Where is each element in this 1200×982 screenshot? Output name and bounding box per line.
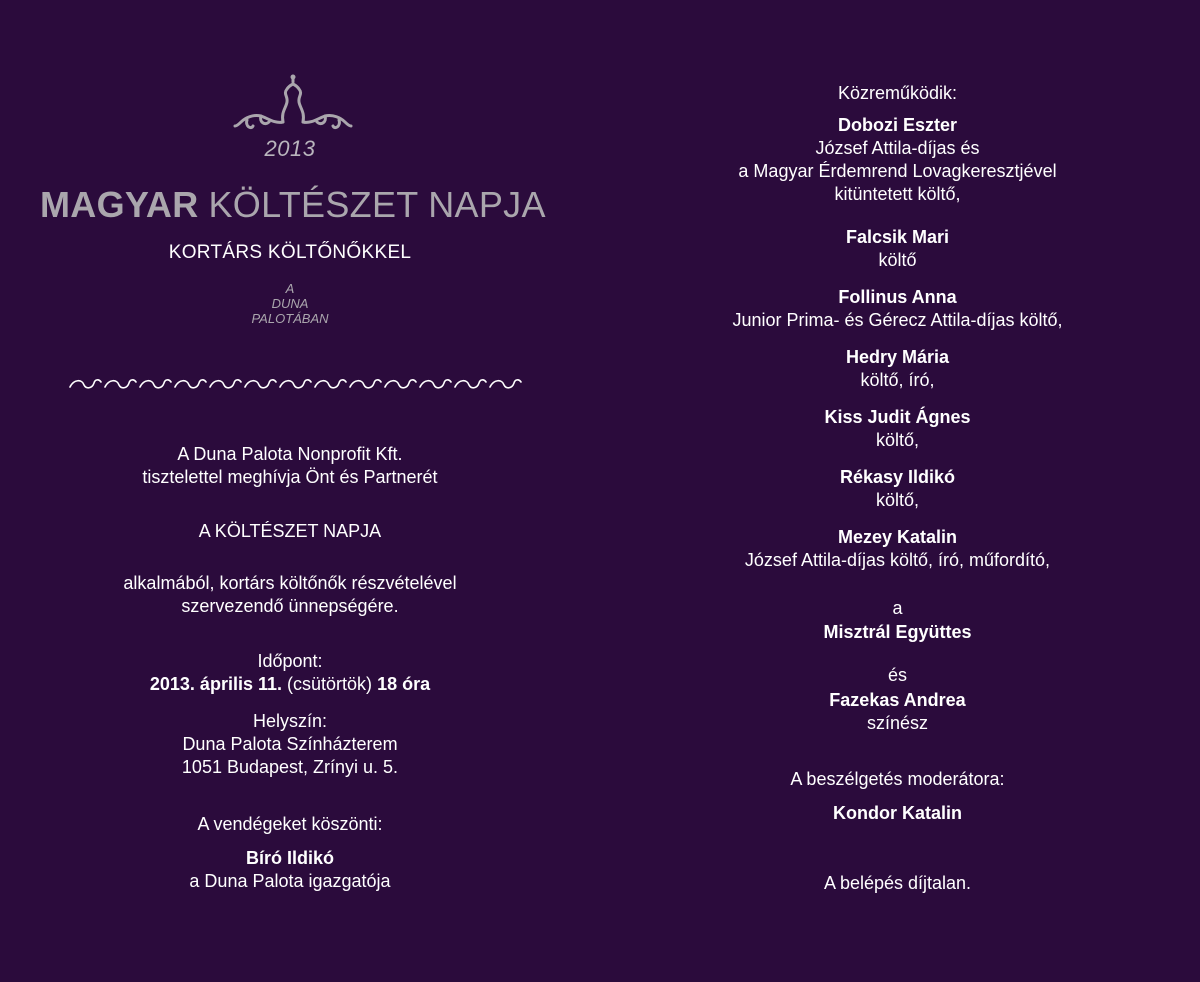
event-name: A KÖLTÉSZET NAPJA bbox=[198, 521, 382, 541]
venue-small-line: DUNA bbox=[271, 296, 309, 311]
greeter-name: Bíró Ildikó bbox=[245, 848, 334, 868]
invite-line: tisztelettel meghívja Önt és Partnerét bbox=[142, 467, 438, 487]
place-line: 1051 Budapest, Zrínyi u. 5. bbox=[181, 757, 399, 777]
main-title-bold: MAGYAR bbox=[40, 184, 199, 225]
time-label: Időpont: bbox=[257, 651, 323, 671]
greeting-label: A vendégeket köszönti: bbox=[197, 814, 383, 834]
performer-falcsik bbox=[640, 226, 1155, 272]
ensemble-name: Misztrál Együttes bbox=[823, 622, 972, 642]
performer-kiss bbox=[640, 406, 1155, 452]
invite-line: A Duna Palota Nonprofit Kft. bbox=[177, 444, 403, 464]
crown-ornament-icon bbox=[231, 74, 356, 134]
performer-role: költő, bbox=[875, 490, 920, 510]
place-line: Duna Palota Színházterem bbox=[182, 734, 398, 754]
main-title bbox=[40, 184, 546, 226]
venue-small-line: PALOTÁBAN bbox=[251, 311, 329, 326]
ornament-divider-icon bbox=[68, 373, 528, 393]
conjunction-es: és bbox=[887, 665, 907, 685]
year-label: 2013 bbox=[264, 136, 316, 161]
date-day: (csütörtök) bbox=[287, 674, 373, 694]
venue-small-text bbox=[40, 281, 540, 326]
performer-name: Mezey Katalin bbox=[837, 527, 958, 547]
venue-small-line: A bbox=[285, 281, 295, 296]
date-line bbox=[40, 673, 540, 696]
moderator-name: Kondor Katalin bbox=[833, 803, 962, 823]
greeter-block bbox=[40, 847, 540, 893]
date-hour: 18 óra bbox=[377, 674, 431, 694]
entry-note: A belépés díjtalan. bbox=[823, 873, 972, 893]
performer-role: József Attila-díjas költő, író, műfordító, bbox=[744, 550, 1051, 570]
performer-name: Dobozi Eszter bbox=[837, 115, 957, 135]
performer-role: a Magyar Érdemrend Lovagkeresztjével bbox=[738, 161, 1057, 181]
performer-hedry bbox=[640, 346, 1155, 392]
actress-name: Fazekas Andrea bbox=[829, 690, 966, 710]
actress-block bbox=[640, 689, 1155, 735]
performer-follinus bbox=[640, 286, 1155, 332]
left-panel bbox=[40, 0, 546, 982]
actress-role: színész bbox=[866, 713, 929, 733]
date-bold: 2013. április 11. bbox=[149, 674, 282, 694]
occasion-text bbox=[40, 572, 540, 618]
main-title-rest: KÖLTÉSZET NAPJA bbox=[208, 184, 546, 225]
place-label: Helyszín: bbox=[252, 711, 328, 731]
performer-role: kitüntetett költő, bbox=[834, 184, 961, 204]
performer-name: Falcsik Mari bbox=[845, 227, 950, 247]
performer-role: költő, író, bbox=[860, 370, 935, 390]
invitation-text bbox=[40, 443, 540, 489]
performer-name: Kiss Judit Ágnes bbox=[824, 407, 971, 427]
performer-role: költő bbox=[878, 250, 917, 270]
performer-name: Rékasy Ildikó bbox=[839, 467, 956, 487]
datetime-block bbox=[40, 650, 540, 696]
right-panel bbox=[640, 0, 1155, 982]
performer-dobozi bbox=[640, 114, 1155, 206]
performer-name: Follinus Anna bbox=[838, 287, 957, 307]
contributors-label: Közreműködik: bbox=[837, 83, 958, 103]
performer-role: József Attila-díjas és bbox=[815, 138, 980, 158]
location-block bbox=[40, 710, 540, 779]
occasion-line: szervezendő ünnepségére. bbox=[181, 596, 399, 616]
performer-mezey bbox=[640, 526, 1155, 572]
performer-rekasy bbox=[640, 466, 1155, 512]
greeter-role: a Duna Palota igazgatója bbox=[189, 871, 391, 891]
subtitle: KORTÁRS KÖLTŐNŐKKEL bbox=[168, 242, 412, 263]
moderator-label: A beszélgetés moderátora: bbox=[790, 769, 1005, 789]
performer-name: Hedry Mária bbox=[845, 347, 950, 367]
conjunction-a: a bbox=[892, 598, 903, 618]
performer-role: költő, bbox=[875, 430, 920, 450]
occasion-line: alkalmából, kortárs költőnők részvételével bbox=[123, 573, 457, 593]
performer-role: Junior Prima- és Gérecz Attila-díjas költő, bbox=[732, 310, 1063, 330]
